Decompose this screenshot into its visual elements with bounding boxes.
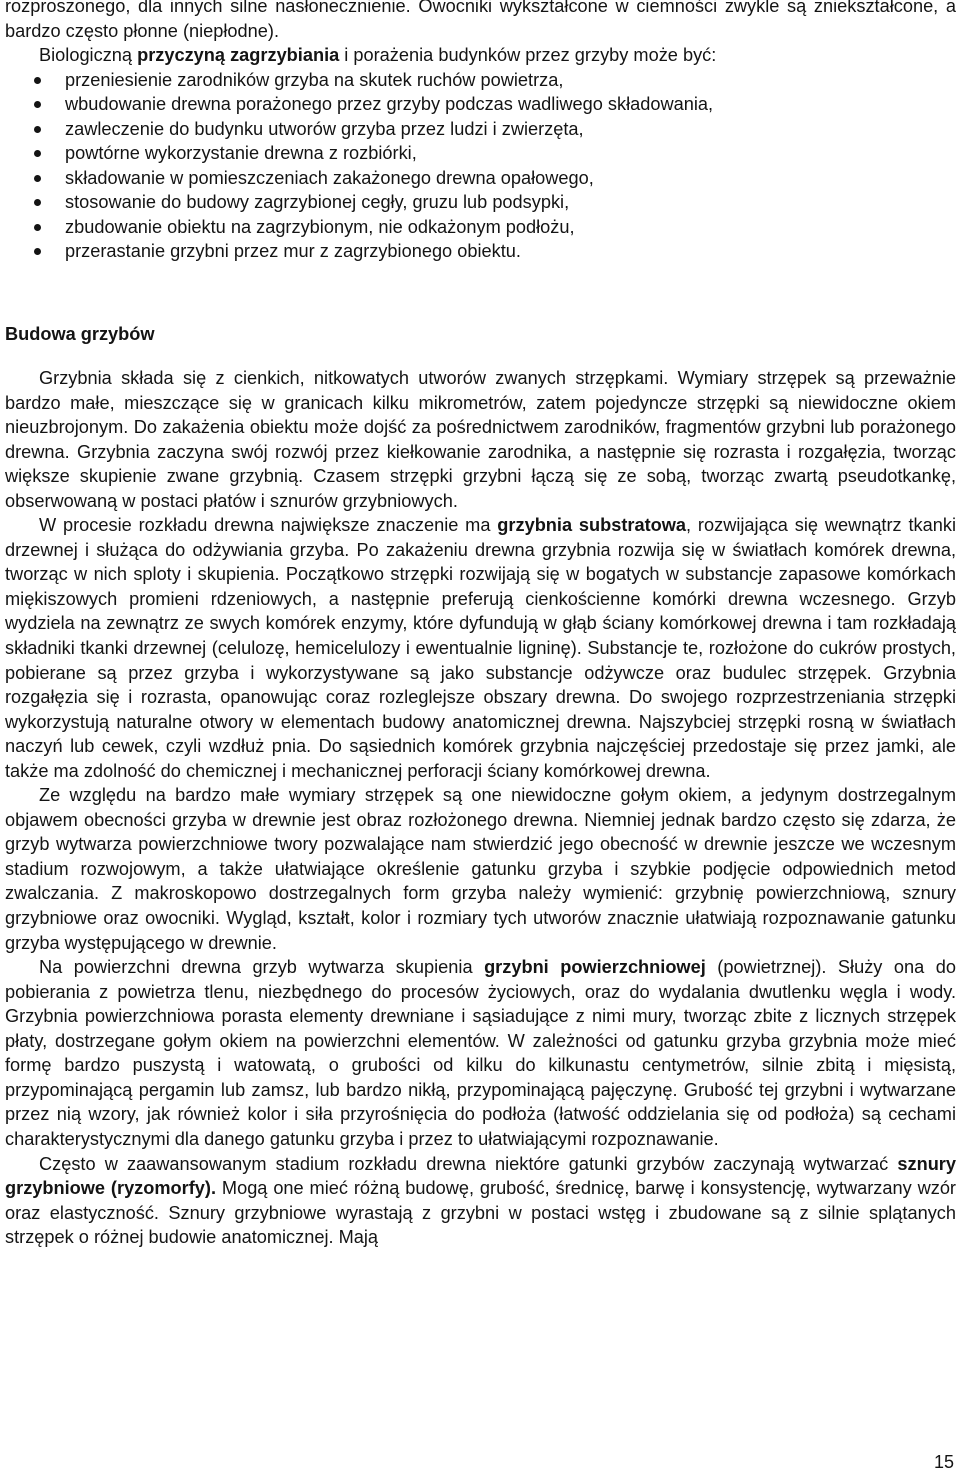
section-body <box>5 366 956 1250</box>
paragraph-visibility: Ze względu na bardzo małe wymiary strzępek są one niewidoczne gołym okiem, a jedynym dostrzegalnym objawem obecności grzyba w drewnie jest obraz rozłożonego drewna. Niemniej jednak bardzo często się zdarza, że grzyb wytwarza powierzchniowe twory pozwalające nam stwierdzić jego obecność w drewnie jeszcze we wczesnym stadium rozwojowym, a także ułatwiające określenie gatunku grzyba i szybkie podjęcie odpowiednich metod zwalczania. Z makroskopowo dostrzegalnych form grzyba należy wymienić: grzybnię powierzchniową, sznury grzybniowe oraz owocniki. Wygląd, kształt, kolor i rozmiary tych utworów znacznie ułatwiają rozpoznawanie gatunku grzyba występującego w drewnie. <box>5 785 956 953</box>
list-item: stosowanie do budowy zagrzybionej cegły, gruzu lub podsypki, <box>5 190 956 215</box>
causes-intro <box>5 43 956 68</box>
list-item: przeniesienie zarodników grzyba na skutek ruchów powietrza, <box>5 68 956 93</box>
list-item: składowanie w pomieszczeniach zakażonego drewna opałowego, <box>5 166 956 191</box>
paragraph-text: W procesie rozkładu drewna największe znaczenie ma <box>39 515 498 536</box>
paragraph-text: rozproszonego, dla innych silne nasłonecznienie. Owocniki wykształcone w ciemności zwykle są zniekształcone, a bardzo często płonne (niepłodne). <box>5 0 956 41</box>
paragraph-substrate-mycelium <box>5 513 956 783</box>
paragraph-text: Często w zaawansowanym stadium rozkładu drewna niektóre gatunki grzybów zaczynają wytwarzać <box>39 1153 898 1174</box>
list-item: wbudowanie drewna porażonego przez grzyby podczas wadliwego składowania, <box>5 92 956 117</box>
list-item: zawleczenie do budynku utworów grzyba przez ludzi i zwierzęta, <box>5 117 956 142</box>
paragraph-text: (powietrznej). Służy ona do pobierania z powietrza tlenu, niezbędnego do procesów życiowych, oraz do wydalania dwutlenku węgla i wody. Grzybnia powierzchniowa porasta elementy drewniane i sąsiadujące z nimi mury, tworząc zbite z licznych strzępek płaty, dostrzegane gołym okiem na powierzchni elementów. W zależności od gatunku grzyba grzybnia może mieć formę bardzo puszystą i watowatą, o grubości od kilku do kilkunastu centymetrów, silnie zbitą i mięsistą, przypominającą pergamin lub zamsz, lub bardzo nikłą, przypominającą pajęczynę. Grubość tej grzybni i wytwarzane przez nią wzory, jak również kolor i siła przyrośnięcia do podłoża (łatwość oddzielania się od podłoża) są cechami charakterystycznymi dla danego gatunku grzyba i przez to ułatwiającymi rozpoznawanie. <box>5 957 956 1149</box>
bold-term: grzybni powierzchniowej <box>484 957 706 978</box>
causes-intro-text-end: i porażenia budynków przez grzyby może być: <box>339 45 717 66</box>
paragraph-surface-mycelium <box>5 955 956 1151</box>
paragraph-text: , rozwijająca się wewnątrz tkanki drzewnej i służąca do odżywiania grzyba. Po zakażeniu drewna grzybnia rozwija się w światłach komórek drewna, tworząc w nich sploty i skupienia. Początkowo strzępki rozwijają się w bogatych w substancje zapasowe komórkach miękiszowych promieni rdzeniowych, a następnie preferują cienkościenne komórki drewna wczesnego. Grzyb wydziela na zewnątrz ze swych komórek enzymy, które dyfundują w głąb ściany komórkowej drewna i tam rozkładają składniki tkanki drzewnej (celulozę, hemicelulozy i ewentualnie ligninę). Substancje te, rozłożone do cukrów prostych, pobierane są przez grzyba i wykorzystywane są jako substancje odżywcze oraz budulec strzępek. Grzybnia rozgałęzia się i rozrasta, opanowując coraz rozleglejsze obszary drewna. Do swojego rozprzestrzeniania strzępki wykorzystują naturalne otwory w elementach budowy anatomicznej drewna. Najszybciej strzępki rosną w światłach naczyń lub cewek, czyli wzdłuż pnia. Do sąsiednich komórek grzybnia najczęściej przedostaje się przez jamki, ale także ma zdolność do chemicznej i mechanicznej perforacji ściany komórkowej drewna. <box>5 515 956 781</box>
list-item: przerastanie grzybni przez mur z zagrzybionego obiektu. <box>5 239 956 264</box>
page-number: 15 <box>933 1452 954 1472</box>
list-item: zbudowanie obiektu na zagrzybionym, nie odkażonym podłożu, <box>5 215 956 240</box>
paragraph-text: Na powierzchni drewna grzyb wytwarza skupienia <box>39 957 485 978</box>
bold-term: grzybnia substratowa <box>497 515 687 536</box>
causes-list <box>5 68 956 264</box>
paragraph-rhizomorphs <box>5 1152 956 1250</box>
causes-intro-bold: przyczyną zagrzybiania <box>137 45 340 66</box>
list-item: powtórne wykorzystanie drewna z rozbiórki, <box>5 141 956 166</box>
bold-term: sznury grzybniowe (ryzomorfy). <box>5 1153 956 1199</box>
paragraph-text: Mogą one mieć różną budowę, grubość, średnicę, barwę i konsystencję, wytwarzany wzór oraz elastyczność. Sznury grzybniowe wyrastają z grzybni w postaci wstęg i zbudowane są z silnie splątanych strzępek o różnej budowie anatomicznej. Mają <box>5 1178 956 1248</box>
document-page <box>5 0 956 1248</box>
section-heading: Budowa grzybów <box>5 324 155 344</box>
paragraph-hyphae: Grzybnia składa się z cienkich, nitkowatych utworów zwanych strzępkami. Wymiary strzępek są przeważnie bardzo małe, mieszczące się w granicach kilku mikrometrów, zatem pojedyncze strzępki są niewidoczne okiem nieuzbrojonym. Do zakażenia obiektu może dojść za pośrednictwem zarodników, fragmentów grzybni lub porażonego drewna. Grzybnia zaczyna swój rozwój przez kiełkowanie zarodnika, a następnie się rozrasta i rozgałęzia, tworząc większe skupienie zwane grzybnią. Czasem strzępki grzybni łączą się ze sobą, tworząc zwartą pseudotkankę, obserwowaną w postaci płatów i sznurów grzybniowych. <box>5 368 956 511</box>
causes-intro-text: Biologiczną <box>39 45 138 66</box>
intro-paragraph <box>5 0 956 43</box>
